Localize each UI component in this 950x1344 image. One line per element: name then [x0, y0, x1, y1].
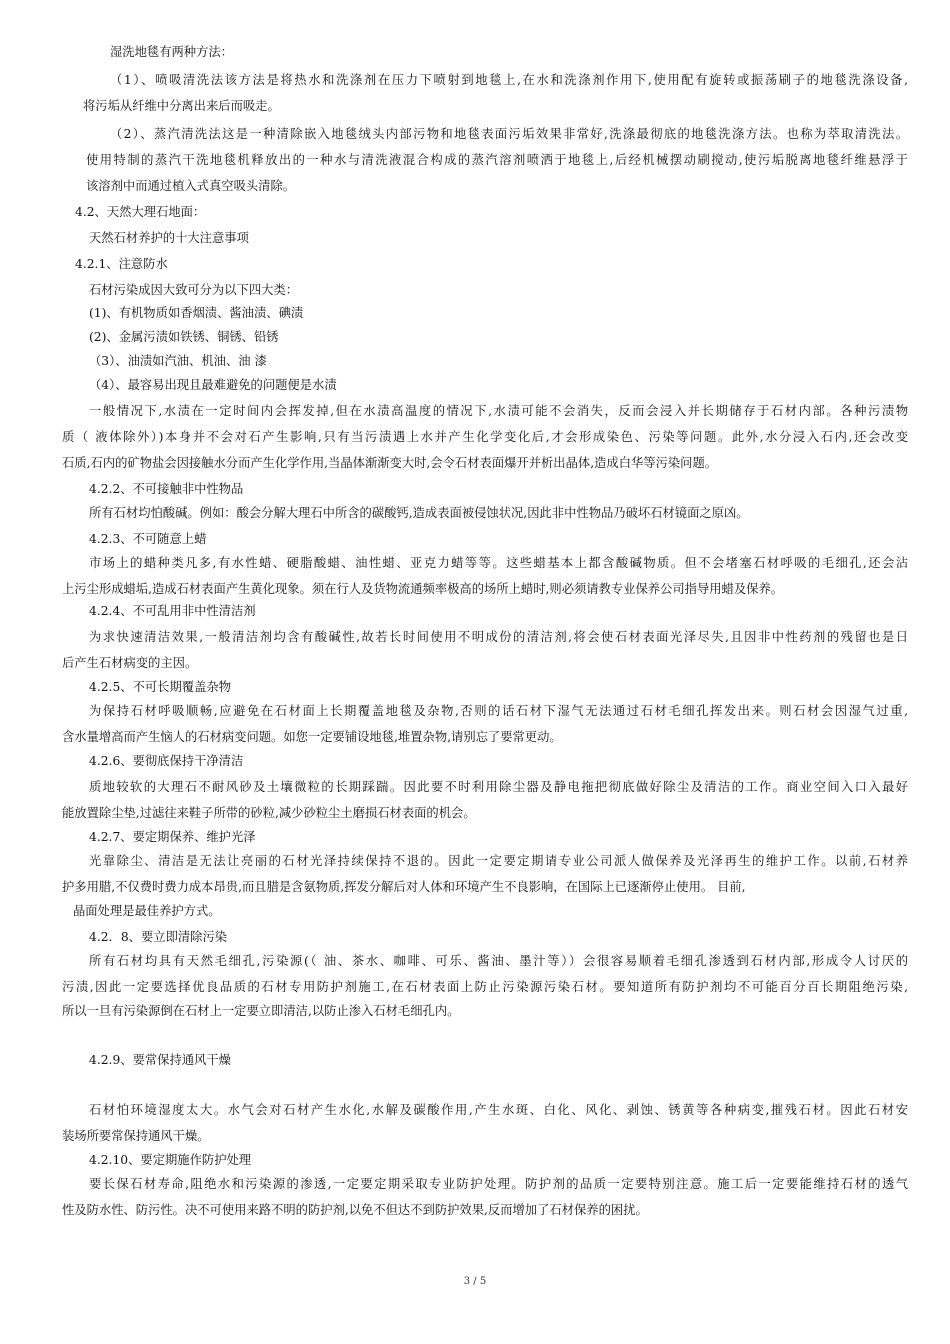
- text-line: 光靠除尘、清洁是无法让亮丽的石材光泽持续保持不退的。因此一定要定期请专业公司派人做保养及光泽再生的维护工作。以前,石材养: [89, 854, 908, 868]
- text-line: 使用特制的蒸汽干洗地毯机释放出的一种水与清洗液混合构成的蒸汽溶剂喷洒于地毯上,后经机械摆动刷搅动,使污垢脱离地毯纤维悬浮于: [86, 153, 908, 167]
- text-line: 所有石材均具有天然毛细孔,污染源(（ 油、茶水、咖啡、可乐、酱油、墨汁等））会很容易顺着毛细孔渗透到石材内部,形成令人讨厌的: [89, 954, 908, 968]
- text-line: 石材怕环境湿度太大。水气会对石材产生水化,水解及碳酸作用,产生水斑、白化、风化、剥蚀、锈黄等各种病变,摧残石材。因此石材安: [89, 1103, 908, 1117]
- text-line: 要长保石材寿命,阻绝水和污染源的渗透,一定要定期采取专业防护处理。防护剂的品质一定要特别注意。施工后一定要能维持石材的透气: [89, 1177, 908, 1191]
- text-line: 污渍,因此一定要选择优良品质的石材专用防护剂施工,在石材表面上防止污染源污染石材。要知道所有防护剂均不可能百分百长期阻绝污染,: [62, 980, 908, 994]
- text-line: 石材污染成因大致可分为以下四大类：: [89, 283, 299, 297]
- text-line: 4.2．8、要立即清除污染: [89, 930, 228, 944]
- text-line: 4.2.2、不可接触非中性物品: [89, 482, 244, 496]
- text-line: （3）、油渍如汽油、机油、油 漆: [89, 354, 267, 368]
- text-line: 一般情况下,水渍在一定时间内会挥发掉,但在水渍高温度的情况下,水渍可能不会消失，反而会浸入并长期储存于石材内部。各种污渍物: [89, 404, 908, 418]
- text-line: 该溶剂中而通过植入式真空吸头清除。: [86, 179, 296, 193]
- text-line: 性及防水性、防污性。决不可使用来路不明的防护剂,以免不但达不到防护效果,反而增加了石材保养的困扰。: [62, 1203, 648, 1217]
- text-line: 为保持石材呼吸顺畅,应避免在石材面上长期覆盖地毯及杂物,否则的话石材下湿气无法通过石材毛细孔挥发出来。则石材会因湿气过重,: [89, 704, 908, 718]
- text-line: 所有石材均怕酸碱。例如：酸会分解大理石中所含的碳酸钙,造成表面被侵蚀状况,因此非中性物品乃破坏石材镜面之原凶。: [89, 506, 749, 520]
- text-line: (1)、有机物质如香烟渍、酱油渍、碘渍: [89, 306, 304, 320]
- text-line: 石质,石内的矿物盐会因接触水分而产生化学作用,当晶体渐渐变大时,会令石材表面爆开并析出晶体,造成白华等污染问题。: [62, 456, 718, 470]
- text-line: （4）、最容易出现且最难避免的问题便是水渍: [89, 378, 337, 392]
- text-line: 市场上的蜡种类凡多,有水性蜡、硬脂酸蜡、油性蜡、亚克力蜡等等。这些蜡基本上都含酸碱物质。但不会堵塞石材呼吸的毛细孔,还会沾: [89, 556, 908, 570]
- text-line: 4.2.7、要定期保养、维护光泽: [89, 830, 256, 844]
- text-line: （2）、蒸汽清洗法这是一种清除嵌入地毯绒头内部污物和地毯表面污垢效果非常好,洗涤最彻底的地毯洗涤方法。也称为萃取清洗法。: [110, 127, 908, 141]
- text-line: 质（ 液体除外）)本身并不会对石产生影响,只有当污渍遇上水并产生化学变化后,才会形成染色、污染等问题。此外,水分浸入石内,还会改变: [62, 430, 908, 444]
- text-line: 4.2.10、要定期施作防护处理: [89, 1153, 252, 1167]
- text-line: 晶面处理是最佳养护方式。: [73, 904, 221, 918]
- text-line: 装场所要常保持通风干燥。: [62, 1129, 210, 1143]
- text-line: 含水量增高而产生恼人的石材病变问题。如您一定要铺设地毯,堆置杂物,请别忘了要常更动。: [62, 730, 562, 744]
- text-line: （1）、喷吸清洗法该方法是将热水和洗涤剂在压力下喷射到地毯上,在水和洗涤剂作用下,使用配有旋转或振荡刷子的地毯洗涤设备,: [110, 73, 908, 87]
- text-line: 质地较软的大理石不耐风砂及土壤微粒的长期踩踹。因此要不时利用除尘器及静电拖把彻底做好除尘及清洁的工作。商业空间入口入最好: [89, 780, 908, 794]
- text-line: 为求快速清洁效果,一般清洁剂均含有酸碱性,故若长时间使用不明成份的清洁剂,将会使石材表面光泽尽失,且因非中性药剂的残留也是日: [89, 630, 908, 644]
- text-line: 湿洗地毯有两种方法：: [110, 45, 233, 59]
- text-line: 4.2.6、要彻底保持干净清洁: [89, 754, 244, 768]
- text-line: 所以一旦有污染源倒在石材上一定要立即清洁,以防止渗入石材毛细孔内。: [62, 1004, 460, 1018]
- text-line: 天然石材养护的十大注意事项: [89, 231, 249, 245]
- text-line: 4.2、天然大理石地面：: [75, 205, 206, 219]
- text-line: 4.2.3、不可随意上蜡: [89, 532, 207, 546]
- text-line: 能放置除尘垫,过滤往来鞋子所带的砂粒,减少砂粒尘土磨损石材表面的机会。: [62, 806, 476, 820]
- page-number: 3 / 5: [463, 1276, 487, 1287]
- text-line: 后产生石材病变的主因。: [62, 656, 198, 670]
- text-line: 4.2.4、不可乱用非中性清洁剂: [89, 604, 256, 618]
- text-line: 护多用腊,不仅费时费力成本昂贵,而且腊是含氨物质,挥发分解后对人体和环境产生不良影响，在国际上已逐渐停止使用。 目前,: [62, 880, 746, 894]
- text-line: 将污垢从纤维中分离出来后而吸走。: [83, 99, 280, 113]
- text-line: (2)、金属污渍如铁锈、铜锈、铅锈: [89, 330, 279, 344]
- text-line: 上污尘形成蜡垢,造成石材表面产生黄化现象。须在行人及货物流通频率极高的场所上蜡时,则必须请教专业保养公司指导用蜡及保养。: [62, 582, 784, 596]
- text-line: 4.2.5、不可长期覆盖杂物: [89, 680, 231, 694]
- text-line: 4.2.1、注意防水: [75, 257, 168, 271]
- text-line: 4.2.9、要常保持通风干燥: [89, 1053, 231, 1067]
